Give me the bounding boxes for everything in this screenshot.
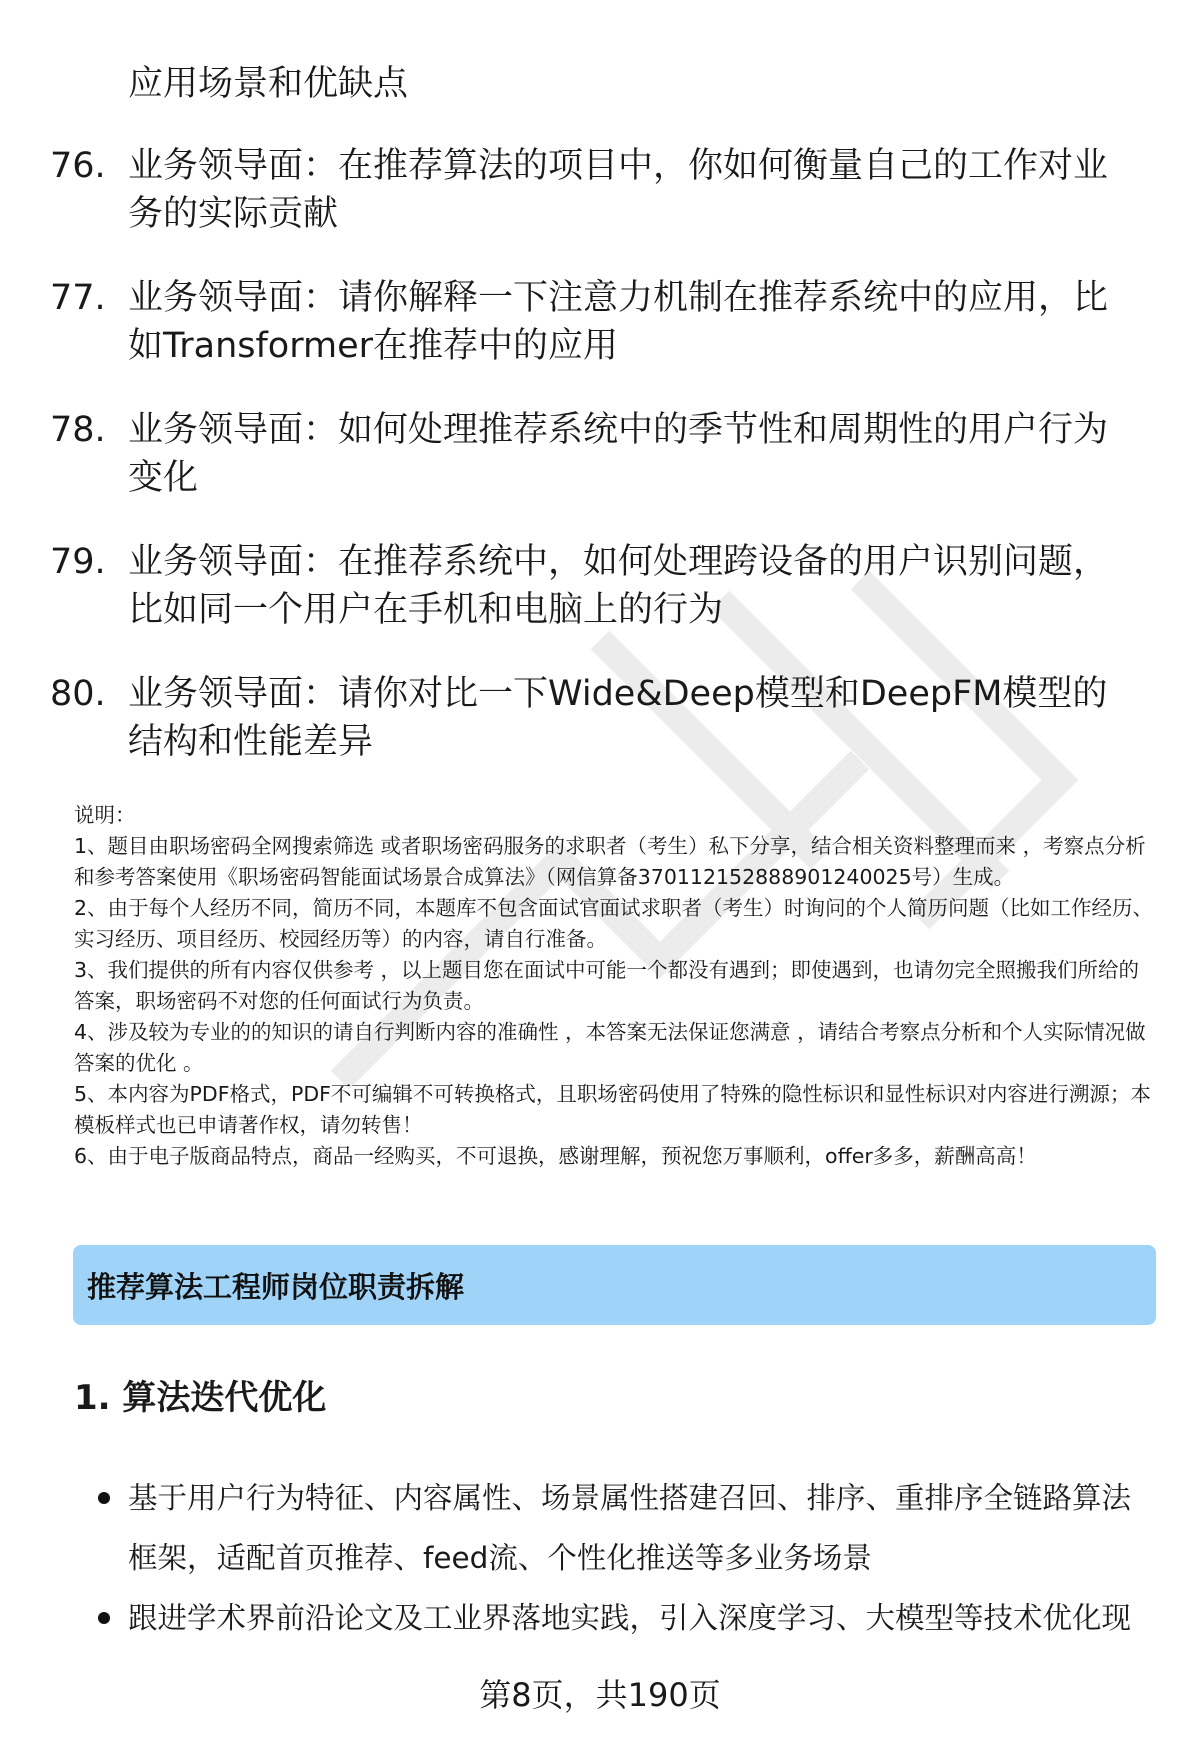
question-number: 79. xyxy=(50,542,106,582)
question-item xyxy=(50,670,1140,766)
section-title: 1. 算法迭代优化 xyxy=(74,1378,327,1418)
question-text: 业务领导面：请你对比一下Wide&Deep模型和DeepFM模型的结构和性能差异 xyxy=(128,674,1108,762)
question-text: 业务领导面：在推荐算法的项目中，你如何衡量自己的工作对业务的实际贡献 xyxy=(128,146,1109,234)
bullet-dot-icon xyxy=(98,1612,110,1624)
page-footer: 第8页，共190页 xyxy=(479,1676,721,1714)
note-item: 3、我们提供的所有内容仅供参考 ，以上题目您在面试中可能一个都没有遇到；即使遇到，也请勿完全照搬我们所给的答案，职场密码不对您的任何面试行为负责。 xyxy=(74,958,1140,1013)
note-item: 1、题目由职场密码全网搜索筛选 或者职场密码服务的求职者（考生）私下分享，结合相关资料整理而来 ，考察点分析和参考答案使用《职场密码智能面试场景合成算法》（网信算备370112152888901240025号）生成。 xyxy=(74,834,1146,889)
bullet-item xyxy=(96,1468,1156,1588)
continuation-line: 应用场景和优缺点 xyxy=(128,64,409,104)
question-number: 78. xyxy=(50,410,106,450)
question-text: 业务领导面：请你解释一下注意力机制在推荐系统中的应用，比如Transformer在推荐中的应用 xyxy=(128,278,1109,366)
bullet-dot-icon xyxy=(98,1492,110,1504)
question-number: 80. xyxy=(50,674,106,714)
section-banner: 推荐算法工程师岗位职责拆解 xyxy=(73,1245,1156,1325)
note-item: 5、本内容为PDF格式，PDF不可编辑不可转换格式，且职场密码使用了特殊的隐性标识和显性标识对内容进行溯源；本模板样式也已申请著作权，请勿转售！ xyxy=(74,1082,1151,1137)
note-item: 6、由于电子版商品特点，商品一经购买，不可退换，感谢理解，预祝您万事顺利，offer多多，薪酬高高！ xyxy=(74,1144,1037,1168)
notes-section xyxy=(74,800,1154,1172)
note-item: 2、由于每个人经历不同，简历不同，本题库不包含面试官面试求职者（考生）时询问的个人简历问题（比如工作经历、实习经历、项目经历、校园经历等）的内容，请自行准备。 xyxy=(74,896,1154,951)
bullet-item xyxy=(96,1588,1156,1648)
question-item xyxy=(50,538,1140,634)
question-text: 业务领导面：在推荐系统中，如何处理跨设备的用户识别问题，比如同一个用户在手机和电脑上的行为 xyxy=(128,542,1109,630)
question-item xyxy=(50,274,1140,370)
bullet-text: 跟进学术界前沿论文及工业界落地实践，引入深度学习、大模型等技术优化现 xyxy=(128,1601,1132,1635)
bullet-text: 基于用户行为特征、内容属性、场景属性搭建召回、排序、重排序全链路算法框架，适配首页推荐、feed流、个性化推送等多业务场景 xyxy=(128,1481,1132,1575)
note-item: 4、涉及较为专业的的知识的请自行判断内容的准确性 ，本答案无法保证您满意 ，请结合考察点分析和个人实际情况做答案的优化 。 xyxy=(74,1020,1146,1075)
question-number: 76. xyxy=(50,146,106,186)
question-text: 业务领导面：如何处理推荐系统中的季节性和周期性的用户行为变化 xyxy=(128,410,1109,498)
question-list xyxy=(50,142,1140,802)
question-number: 77. xyxy=(50,278,106,318)
question-item xyxy=(50,142,1140,238)
notes-heading: 说明： xyxy=(74,803,136,827)
bullet-list xyxy=(96,1468,1156,1648)
question-item xyxy=(50,406,1140,502)
